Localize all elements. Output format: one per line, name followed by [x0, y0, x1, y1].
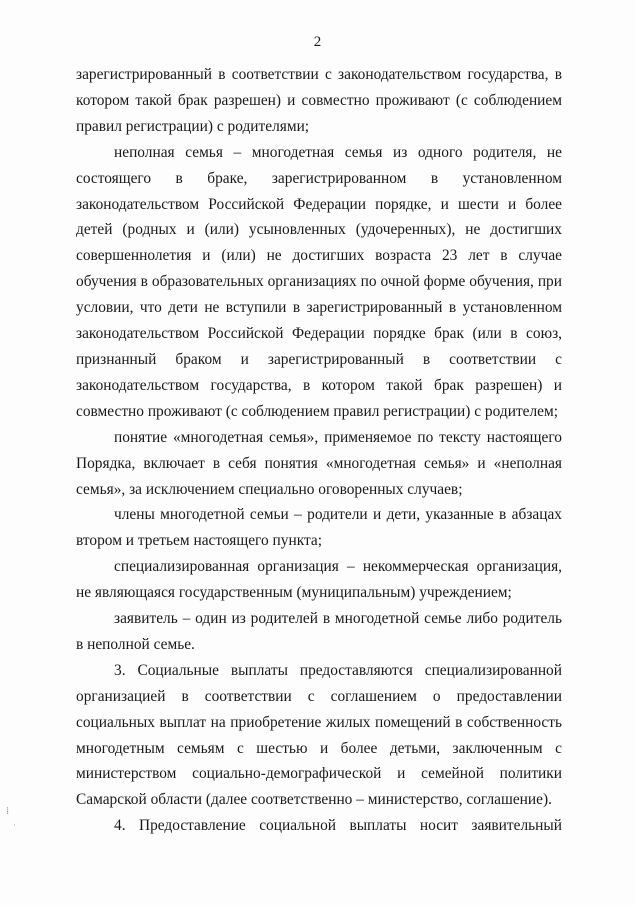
page-number: 2 [313, 34, 322, 50]
paragraph-item-3: 3. Социальные выплаты предоставляются специализированной организацией в соответствии с соглашением о предоставлении социальных выплат на приобретение жилых помещений в собственность многодетным семьям с шестью и более детьми, заключенным с министерством социально-демографической и семейной политики Самарской области (далее соответственно – министерство, соглашение). [76, 661, 562, 809]
document-body [76, 62, 562, 839]
paragraph-family-members: члены многодетной семьи – родители и дети, указанные в абзацах втором и третьем настоящего пункта; [76, 506, 562, 550]
paragraph-specialized-organization: специализированная организация – некоммерческая организация, не являющаяся государственным (муниципальным) учреждением; [76, 558, 562, 602]
scan-artifact-mark: ⁞ [6, 806, 10, 817]
paragraph-applicant: заявитель – один из родителей в многодетной семье либо родитель в неполной семье. [76, 610, 562, 653]
paragraph-continuation: зарегистрированный в соответствии с законодательством государства, в котором такой брак разрешен) и совместно проживают (с соблюдением правил регистрации) с родителями; [76, 66, 562, 135]
paragraph-incomplete-family: неполная семья – многодетная семья из одного родителя, не состоящего в браке, зарегистрированном в установленном законодательством Российской Федерации порядке, и шести и более детей (родных и (или) усыновленных (удочеренных), не достигших совершеннолетия и (или) не достигших возраста 23 лет в случае обучения в образовательных организациях по очной форме обучения, при условии, что дети не вступили в зарегистрированный в установленном законодательством Российской Федерации порядке брак (или в союз, признанный браком и зарегистрированный в соответствии с законодательством государства, в котором такой брак разрешен) и совместно проживают (с соблюдением правил регистрации) с родителем; [76, 143, 562, 420]
paragraph-concept-large-family: понятие «многодетная семья», применяемое по тексту настоящего Порядка, включает в себя понятия «многодетная семья» и «неполная семья», за исключением специально оговоренных случаев; [76, 428, 562, 498]
scan-artifact-mark: ˙ [12, 824, 17, 835]
paragraph-item-4: 4. Предоставление социальной выплаты носит заявительный [114, 817, 562, 835]
